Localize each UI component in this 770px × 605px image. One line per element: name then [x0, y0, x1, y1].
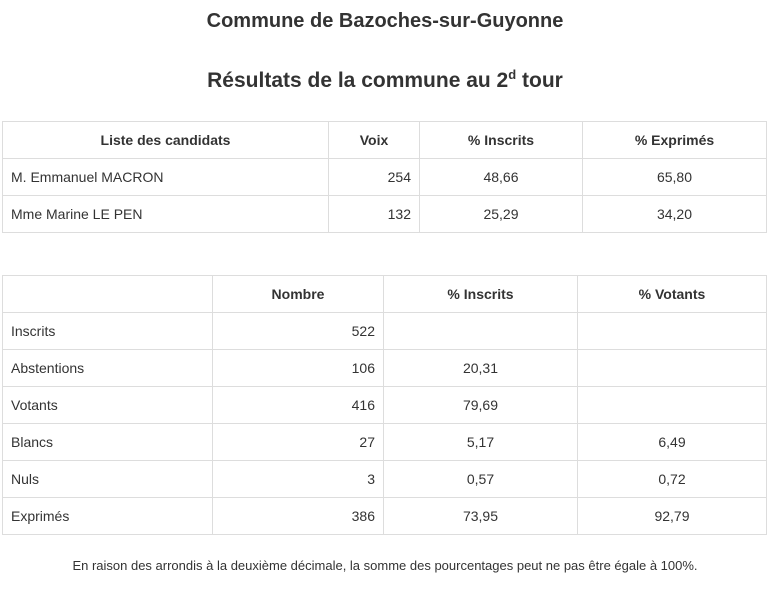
page-subtitle: [0, 68, 770, 93]
pct-votants-value: [578, 350, 767, 387]
nombre-value: 106: [213, 350, 384, 387]
subtitle-suffix: tour: [516, 69, 563, 92]
row-label: Abstentions: [3, 350, 213, 387]
candidate-row-le-pen: [3, 196, 767, 233]
row-label: Votants: [3, 387, 213, 424]
col-header-empty: [3, 276, 213, 313]
subtitle-superscript: d: [508, 67, 517, 82]
nombre-value: 386: [213, 498, 384, 535]
row-nuls: [3, 461, 767, 498]
row-blancs: [3, 424, 767, 461]
col-header-pct-exprimes: % Exprimés: [583, 122, 767, 159]
voix-value: 254: [329, 159, 420, 196]
nombre-value: 416: [213, 387, 384, 424]
pct-votants-value: 92,79: [578, 498, 767, 535]
candidates-header-row: [3, 122, 767, 159]
rounding-footnote: En raison des arrondis à la deuxième décimale, la somme des pourcentages peut ne pas être égale à 100%.: [72, 558, 698, 573]
row-exprimes: [3, 498, 767, 535]
row-label: Blancs: [3, 424, 213, 461]
candidate-name: Mme Marine LE PEN: [3, 196, 329, 233]
pct-votants-value: [578, 387, 767, 424]
page-title: Commune de Bazoches-sur-Guyonne: [206, 10, 564, 32]
nombre-value: 27: [213, 424, 384, 461]
pct-inscrits-value: [384, 313, 578, 350]
row-label: Exprimés: [3, 498, 213, 535]
candidate-row-macron: [3, 159, 767, 196]
pct-inscrits-value: 25,29: [420, 196, 583, 233]
col-header-pct-inscrits: % Inscrits: [420, 122, 583, 159]
row-abstentions: [3, 350, 767, 387]
pct-inscrits-value: 79,69: [384, 387, 578, 424]
col-header-pct-votants: % Votants: [578, 276, 767, 313]
col-header-pct-inscrits: % Inscrits: [384, 276, 578, 313]
pct-inscrits-value: 73,95: [384, 498, 578, 535]
row-label: Nuls: [3, 461, 213, 498]
participation-table: [2, 275, 767, 535]
subtitle-text: Résultats de la commune au 2: [207, 69, 509, 92]
pct-inscrits-value: 5,17: [384, 424, 578, 461]
voix-value: 132: [329, 196, 420, 233]
col-header-nombre: Nombre: [213, 276, 384, 313]
col-header-voix: Voix: [329, 122, 420, 159]
row-votants: [3, 387, 767, 424]
pct-exprimes-value: 65,80: [583, 159, 767, 196]
col-header-liste-des-candidats: Liste des candidats: [3, 122, 329, 159]
candidate-name: M. Emmanuel MACRON: [3, 159, 329, 196]
pct-votants-value: 0,72: [578, 461, 767, 498]
candidates-results-table: [2, 121, 767, 233]
pct-votants-value: 6,49: [578, 424, 767, 461]
row-label: Inscrits: [3, 313, 213, 350]
pct-votants-value: [578, 313, 767, 350]
row-inscrits: [3, 313, 767, 350]
participation-header-row: [3, 276, 767, 313]
nombre-value: 522: [213, 313, 384, 350]
pct-inscrits-value: 20,31: [384, 350, 578, 387]
pct-inscrits-value: 0,57: [384, 461, 578, 498]
pct-inscrits-value: 48,66: [420, 159, 583, 196]
pct-exprimes-value: 34,20: [583, 196, 767, 233]
nombre-value: 3: [213, 461, 384, 498]
